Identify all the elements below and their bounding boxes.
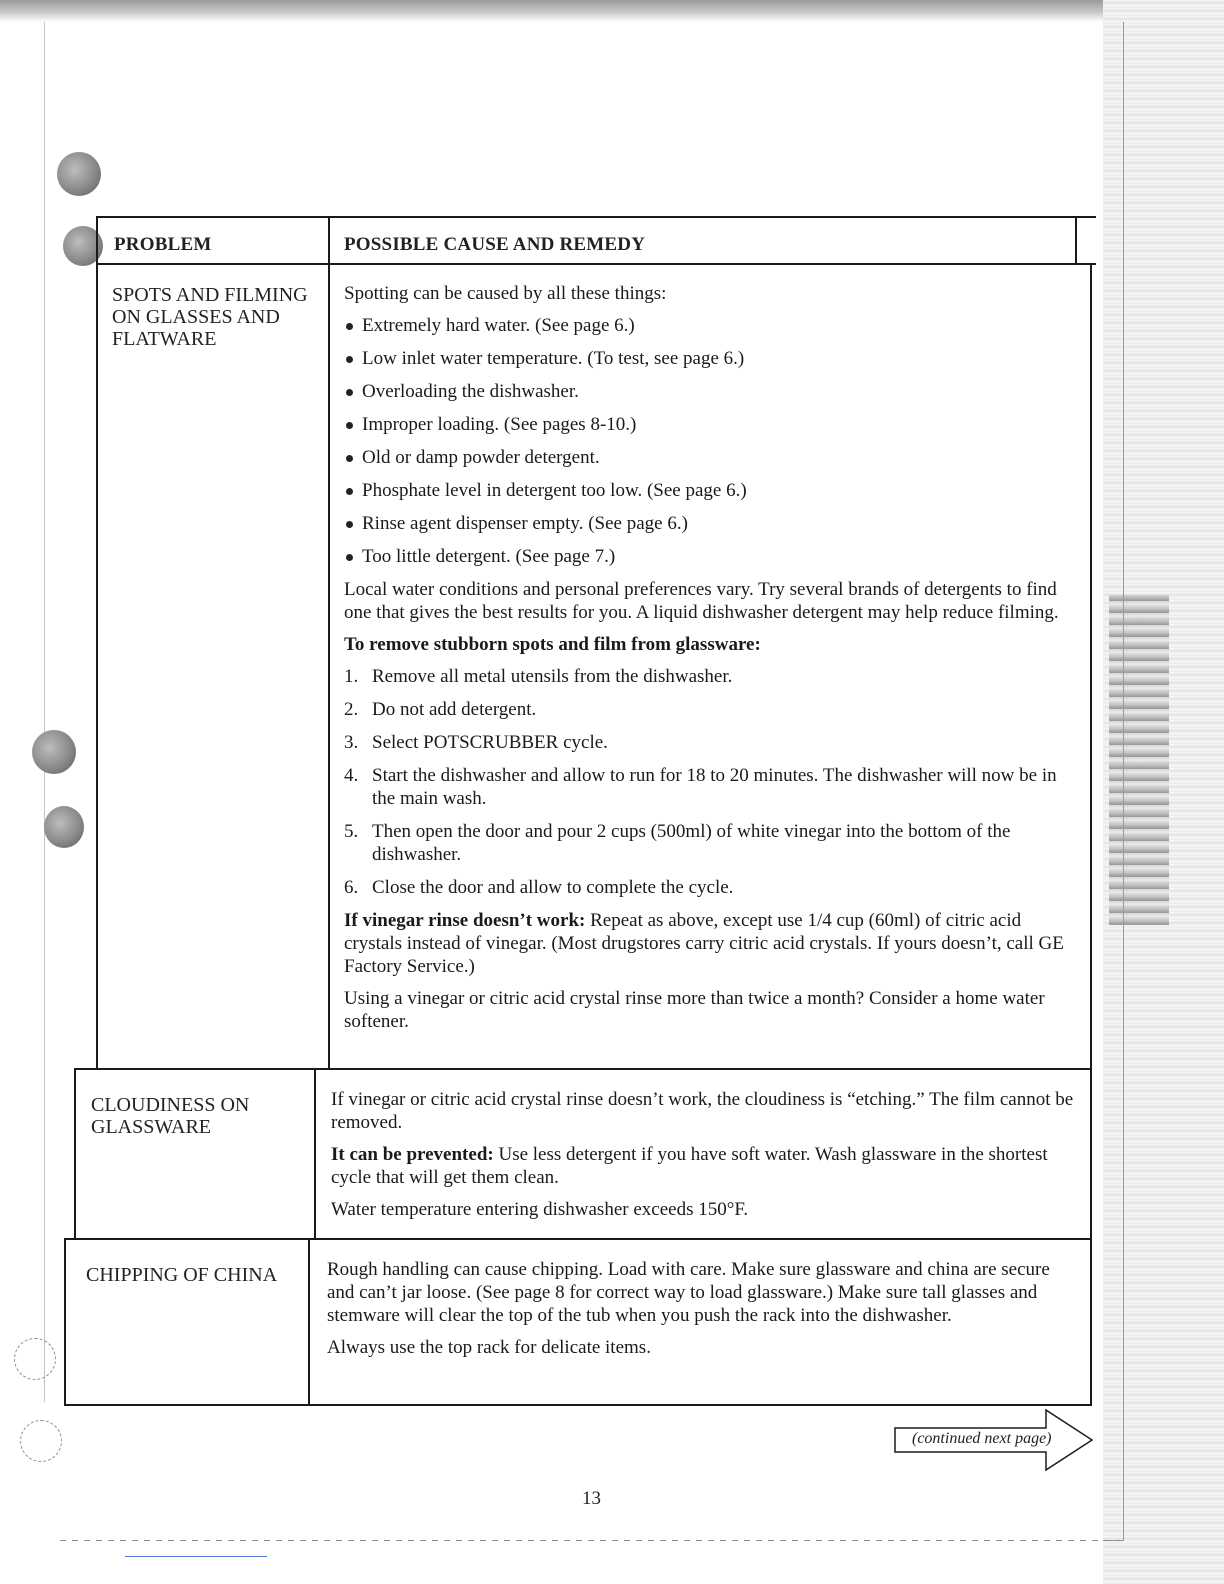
problem-column-header: PROBLEM	[114, 234, 212, 255]
problem-line: CLOUDINESS ON	[91, 1094, 250, 1116]
page-edge	[1103, 22, 1124, 1541]
scan-top-edge	[0, 0, 1224, 22]
cause-item: Low inlet water temperature. (To test, see page 6.)	[344, 347, 1079, 370]
step-text: Close the door and allow to complete the cycle.	[372, 877, 734, 898]
problem-line: FLATWARE	[112, 328, 217, 350]
step-item	[344, 665, 1079, 688]
troubleshooting-table	[64, 216, 1096, 1406]
table-top-border	[96, 216, 1096, 218]
table-left-border-lower	[64, 1240, 66, 1406]
problem-spots-filming	[112, 284, 322, 350]
row-divider-1	[74, 1068, 1092, 1070]
column-divider-middle	[314, 1068, 316, 1240]
table-left-border-upper	[96, 216, 98, 1068]
temperature-note: Water temperature entering dishwasher exceeds 150°F.	[331, 1199, 749, 1220]
bottom-scan-edge	[60, 1540, 1120, 1541]
vinegar-fallback-text: Repeat as above, except use 1/4 cup (60ml) of citric acid crystals instead of vinegar. (Most drugstores carry citric acid crystals. If yours doesn’t, call GE Factory Service.)	[344, 910, 1064, 977]
step-number: 1.	[344, 666, 359, 687]
cause-item: Phosphate level in detergent too low. (See page 6.)	[344, 479, 1079, 502]
problem-line: SPOTS AND FILMING	[112, 284, 308, 306]
step-number: 5.	[344, 821, 359, 842]
vinegar-fallback	[344, 909, 1079, 978]
column-divider-upper	[328, 216, 330, 1068]
continued-label: (continued next page)	[912, 1430, 1052, 1447]
remedy-cloudiness	[331, 1088, 1081, 1230]
prevention-note	[331, 1143, 1081, 1189]
remedy-intro: Spotting can be caused by all these things:	[344, 283, 667, 304]
continued-arrow	[894, 1408, 1094, 1472]
problem-line: ON GLASSES AND	[112, 306, 280, 328]
step-text: Start the dishwasher and allow to run for 18 to 20 minutes. The dishwasher will now be in the main wash.	[372, 765, 1057, 809]
table-bottom-border	[64, 1404, 1092, 1406]
steps-heading	[344, 633, 1079, 656]
cause-item: Too little detergent. (See page 7.)	[344, 545, 1079, 568]
binder-hole-outline	[14, 1338, 56, 1380]
cause-item: Improper loading. (See pages 8-10.)	[344, 413, 1079, 436]
step-number: 4.	[344, 765, 359, 786]
handling-note: Rough handling can cause chipping. Load with care. Make sure glassware and china are secure and can’t jar loose. (See page 8 for correct way to load glassware.) Make sure tall glasses and stemware will clear the top of the tub when you push the rack into the dishwasher.	[327, 1259, 1050, 1326]
header-bottom-border	[96, 263, 1096, 265]
cause-item: Old or damp powder detergent.	[344, 446, 1079, 469]
page-number: 13	[582, 1488, 601, 1509]
problem-cloudiness	[91, 1094, 306, 1138]
step-item	[344, 731, 1079, 754]
step-text: Do not add detergent.	[372, 699, 537, 720]
removal-steps	[344, 665, 1079, 899]
step-item	[344, 764, 1079, 810]
step-item	[344, 820, 1079, 866]
vinegar-fallback-lead: If vinegar rinse doesn’t work:	[344, 910, 586, 931]
water-conditions-note: Local water conditions and personal preferences vary. Try several brands of detergents to find one that gives the best results for you. A liquid dishwasher detergent may help reduce filming.	[344, 579, 1059, 623]
bottom-rule	[125, 1556, 267, 1557]
water-softener-note: Using a vinegar or citric acid crystal rinse more than twice a month? Consider a home water softener.	[344, 988, 1045, 1032]
problem-chipping	[86, 1264, 306, 1286]
cause-list	[344, 314, 1079, 568]
cause-item: Overloading the dishwasher.	[344, 380, 1079, 403]
cause-item: Rinse agent dispenser empty. (See page 6.)	[344, 512, 1079, 535]
binder-hole-outline	[20, 1420, 62, 1462]
step-number: 2.	[344, 699, 359, 720]
cause-item: Extremely hard water. (See page 6.)	[344, 314, 1079, 337]
left-page-edge	[44, 22, 45, 1402]
row-divider-2	[64, 1238, 1092, 1240]
table-right-border	[1090, 264, 1092, 1406]
step-number: 3.	[344, 732, 359, 753]
problem-line: CHIPPING OF CHINA	[86, 1264, 278, 1286]
table-left-border-middle	[74, 1068, 76, 1240]
step-text: Remove all metal utensils from the dishwasher.	[372, 666, 733, 687]
remedy-spots-filming	[344, 282, 1079, 1042]
step-item	[344, 698, 1079, 721]
step-number: 6.	[344, 877, 359, 898]
step-item	[344, 876, 1079, 899]
remedy-chipping	[327, 1258, 1079, 1368]
step-text: Then open the door and pour 2 cups (500ml) of white vinegar into the bottom of the dishwasher.	[372, 821, 1011, 865]
remedy-column-header: POSSIBLE CAUSE AND REMEDY	[344, 234, 646, 255]
prevention-text: Use less detergent if you have soft water. Wash glassware in the shortest cycle that will get them clean.	[331, 1144, 1048, 1188]
problem-line: GLASSWARE	[91, 1116, 212, 1138]
step-text: Select POTSCRUBBER cycle.	[372, 732, 608, 753]
binder-hole	[57, 152, 101, 196]
prevention-lead: It can be prevented:	[331, 1144, 494, 1165]
column-divider-lower	[308, 1240, 310, 1406]
steps-heading-text: To remove stubborn spots and film from glassware:	[344, 634, 761, 655]
etching-note: If vinegar or citric acid crystal rinse doesn’t work, the cloudiness is “etching.” The film cannot be removed.	[331, 1089, 1074, 1133]
top-rack-note: Always use the top rack for delicate items.	[327, 1337, 651, 1358]
table-right-border-upper	[1075, 216, 1077, 264]
